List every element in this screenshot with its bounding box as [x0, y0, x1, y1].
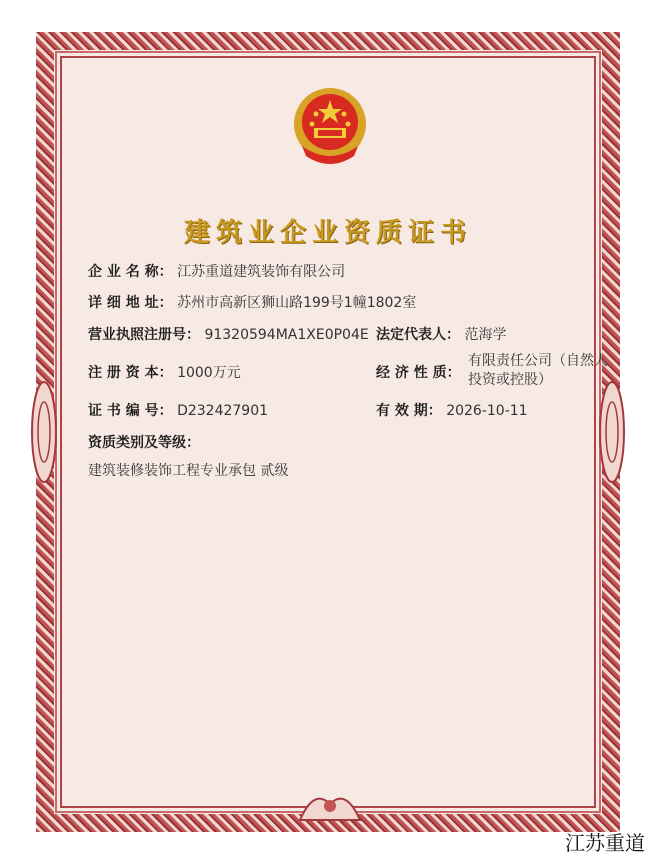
- license-row: [88, 324, 369, 344]
- address-row: [88, 292, 416, 312]
- valid-row: [376, 400, 528, 420]
- license-label: 营业执照注册号：: [88, 327, 200, 343]
- econ-type-value: [468, 352, 608, 390]
- legal-rep-row: [376, 324, 506, 344]
- company-name-value: 江苏重道建筑装饰有限公司: [177, 264, 346, 280]
- address-value: 苏州市高新区狮山路199号1幢1802室: [177, 295, 417, 311]
- certificate-title: 建筑业企业资质证书: [183, 218, 472, 248]
- watermark: 江苏重道: [565, 831, 645, 855]
- qualification-label: 资质类别及等级：: [88, 435, 200, 451]
- capital-row: [88, 362, 241, 382]
- address-label: 详 细 地 址：: [88, 295, 173, 311]
- company-name-label: 企 业 名 称：: [88, 264, 173, 280]
- qualification-label-row: [88, 432, 200, 452]
- qualification-value-row: [88, 460, 288, 480]
- left-border-ornament-icon: [30, 372, 58, 492]
- cert-no-value: D232427901: [177, 403, 269, 419]
- cert-no-row: [88, 400, 268, 420]
- econ-type-label-wrap: [376, 362, 461, 382]
- certificate: [36, 32, 620, 832]
- cert-no-label: 证 书 编 号：: [88, 403, 173, 419]
- capital-value: 1000万元: [177, 365, 241, 381]
- national-emblem-icon: [288, 84, 372, 168]
- capital-label: 注 册 资 本：: [88, 365, 173, 381]
- valid-value: 2026-10-11: [446, 403, 528, 419]
- valid-label: 有 效 期：: [376, 403, 442, 419]
- qualification-value: 建筑装修装饰工程专业承包 贰级: [88, 463, 289, 479]
- legal-rep-label: 法定代表人：: [376, 327, 460, 343]
- company-name-row: [88, 261, 345, 281]
- econ-type-value-line2: 投资或控股）: [468, 372, 552, 388]
- bottom-border-ornament-icon: [298, 784, 362, 824]
- license-value: 91320594MA1XE0P04E: [204, 327, 369, 343]
- econ-type-label: 经 济 性 质：: [376, 365, 461, 381]
- econ-type-value-line1: 有限责任公司（自然人: [468, 353, 608, 369]
- legal-rep-value: 范海学: [464, 327, 507, 343]
- right-border-ornament-icon: [598, 372, 626, 492]
